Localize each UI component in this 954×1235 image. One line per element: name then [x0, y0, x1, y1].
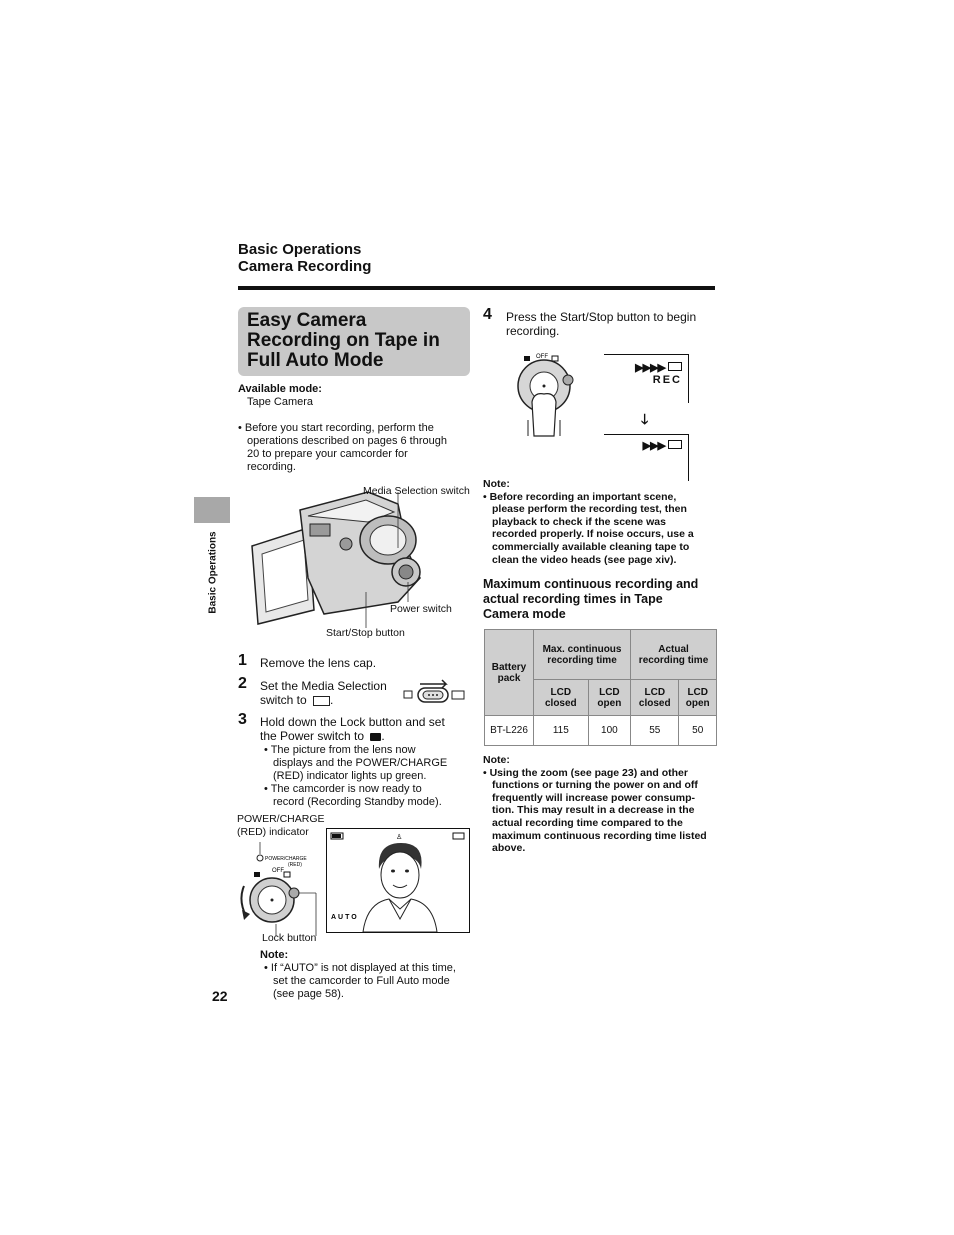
max-continuous-header: Max. continuous recording time: [534, 630, 631, 680]
step-1-number: 1: [238, 652, 247, 669]
page-title: Easy Camera Recording on Tape in Full Auto Mode: [247, 310, 440, 371]
media-selection-switch-icon: [402, 678, 466, 708]
camera-icon: [370, 733, 381, 741]
media-selection-switch-label: Media Selection switch: [363, 485, 470, 497]
step-3-number: 3: [238, 711, 247, 728]
header-rule: [238, 286, 715, 290]
step-1-text: Remove the lens cap.: [260, 656, 377, 670]
max-open-cell: 100: [588, 716, 630, 746]
svg-text:♙: ♙: [396, 834, 403, 841]
step-3-text: Hold down the Lock button and set the Power switch to .: [260, 715, 445, 743]
note-1-title: Note:: [260, 949, 289, 961]
camcorder-illustration: [248, 482, 478, 642]
step-2-number: 2: [238, 675, 247, 692]
side-tab: [194, 497, 230, 523]
side-label: Basic Operations: [207, 531, 219, 614]
available-mode-label: Available mode:: [238, 383, 322, 395]
note-auto: Note: • If “AUTO” is not displayed at this time, set the camcorder to Full Auto mode (see page 58).: [260, 949, 456, 1000]
actual-closed-cell: 55: [631, 716, 679, 746]
rec-text: REC: [652, 374, 682, 386]
battery-pack-header: Battery pack: [485, 630, 534, 716]
table-heading: Maximum continuous recording and actual recording times in Tape Camera mode: [483, 577, 699, 621]
note-3-title: Note:: [483, 754, 510, 766]
header-line-2: Camera Recording: [238, 258, 372, 275]
lcd-open-header-1: LCD open: [588, 680, 630, 716]
lcd-open-header-2: LCD open: [679, 680, 717, 716]
available-mode: [238, 383, 322, 409]
max-closed-cell: 115: [534, 716, 589, 746]
lcd-closed-header-1: LCD closed: [534, 680, 589, 716]
battery-pack-cell: BT-L226: [485, 716, 534, 746]
start-stop-button-label: Start/Stop button: [326, 627, 405, 639]
step-4-text: Press the Start/Stop button to begin recording.: [506, 310, 697, 338]
lcd-auto-text: AUTO: [331, 914, 359, 921]
start-stop-illustration: [508, 350, 588, 440]
page-number: 22: [212, 988, 228, 1004]
power-switch-label: Power switch: [390, 603, 452, 615]
step-4-number: 4: [483, 306, 492, 323]
face-preview-illustration: [327, 829, 469, 932]
actual-recording-header: Actual recording time: [631, 630, 717, 680]
dial-power-charge-text: POWER/CHARGE: [265, 856, 307, 862]
rec-display-standby: [604, 434, 689, 481]
lcd-closed-header-2: LCD closed: [631, 680, 679, 716]
power-dial-illustration: [236, 838, 328, 938]
tape-mode-icon: [313, 696, 330, 706]
header-line-1: Basic Operations: [238, 241, 362, 258]
table-row: [485, 716, 717, 746]
rec-display-recording: [604, 354, 689, 403]
intro-bullet: • Before you start recording, perform the operations described on pages 6 through 20 to prepare your camcorder for recording.: [238, 422, 447, 473]
available-mode-value: Tape Camera: [247, 396, 314, 408]
step-3-bullets: • The picture from the lens now displays and the POWER/CHARGE (RED) indicator lights up green. • The camcorder is now ready to record (Recording Standby mode).: [264, 744, 448, 808]
note-recording-test: Note: • Before recording an important scene, please perform the recording test, then playback to check if the scene was recorded properly. If noise occurs, use a commercially available cleaning tape to clean the video heads (see page xiv).: [483, 478, 694, 566]
actual-open-cell: 50: [679, 716, 717, 746]
note-2-title: Note:: [483, 478, 510, 490]
arrow-down-icon: 🡓: [641, 411, 649, 427]
recording-times-table: [484, 629, 717, 746]
dial-off-text: OFF: [272, 868, 284, 874]
dial-off-text-2: OFF: [536, 354, 548, 360]
lcd-screen-auto: [326, 828, 470, 933]
tape-standby-icon: ▶▶▶: [643, 439, 682, 452]
section-header: [238, 241, 371, 275]
title-box: [238, 307, 470, 376]
note-zoom: Note: • Using the zoom (see page 23) and other functions or turning the power on and off frequently will increase power consump- tion. This may result in a decrease in the actual recording time compared to the maximum continuous recording time listed above.: [483, 754, 707, 855]
step-2-text: Set the Media Selection switch to .: [260, 679, 387, 707]
power-charge-indicator-label: POWER/CHARGE (RED) indicator: [237, 813, 325, 838]
lock-button-label: Lock button: [262, 932, 317, 944]
dial-red-text: (RED): [288, 862, 302, 868]
tape-running-icon: ▶▶▶▶: [635, 361, 682, 374]
